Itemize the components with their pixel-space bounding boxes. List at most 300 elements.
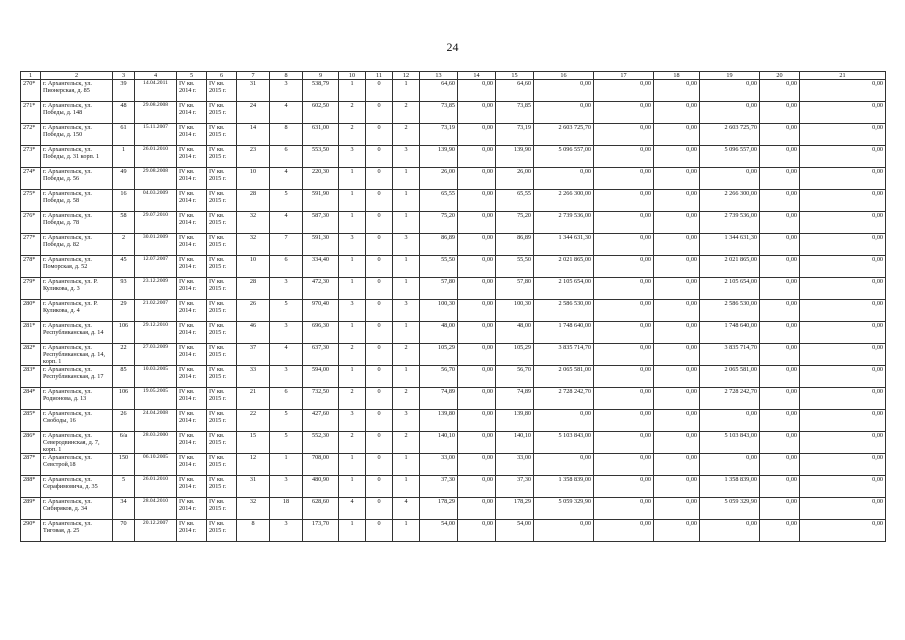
table-cell: 0,00	[654, 80, 700, 102]
table-cell: 0,00	[654, 234, 700, 256]
table-cell: 1	[393, 256, 420, 278]
table-cell: 93	[113, 278, 135, 300]
table-cell: 284*	[21, 388, 41, 410]
table-cell: 290*	[21, 520, 41, 542]
table-cell: 1	[393, 278, 420, 300]
table-cell: 39	[113, 80, 135, 102]
table-cell: 272*	[21, 124, 41, 146]
table-cell: 427,60	[303, 410, 339, 432]
table-cell: 4	[270, 212, 303, 234]
table-cell: 14.04.2011	[135, 80, 177, 102]
table-cell: 0,00	[594, 80, 654, 102]
table-cell: 26	[237, 300, 270, 322]
table-cell: г. Архангельск, ул. Республиканская, д. 17	[41, 366, 113, 388]
table-cell: 1	[393, 454, 420, 476]
table-cell: 86,89	[420, 234, 458, 256]
table-cell: 1	[393, 322, 420, 344]
table-cell: 631,00	[303, 124, 339, 146]
table-cell: 26	[113, 410, 135, 432]
table-cell: 0,00	[760, 212, 800, 234]
table-cell: 0	[366, 344, 393, 366]
table-cell: 0,00	[700, 80, 760, 102]
table-cell: 285*	[21, 410, 41, 432]
table-cell: 289*	[21, 498, 41, 520]
table-cell: 1	[339, 80, 366, 102]
table-cell: 0,00	[654, 410, 700, 432]
table-cell: г. Архангельск, ул. Победы, д. 31 корп. 1	[41, 146, 113, 168]
table-cell: IV кв. 2014 г.	[177, 410, 207, 432]
table-cell: 0,00	[760, 476, 800, 498]
table-cell: 29.08.2008	[135, 168, 177, 190]
table-cell: 0	[366, 366, 393, 388]
table-cell: 5	[113, 476, 135, 498]
table-cell: 2	[339, 102, 366, 124]
table-cell: г. Архангельск, ул. Победы, д. 56	[41, 168, 113, 190]
table-cell: 591,90	[303, 190, 339, 212]
table-cell: 26,00	[420, 168, 458, 190]
table-cell: 5 059 329,90	[534, 498, 594, 520]
table-cell: 0,00	[594, 388, 654, 410]
table-cell: 22	[237, 410, 270, 432]
table-cell: IV кв. 2015 г.	[207, 212, 237, 234]
table-cell: 1	[270, 454, 303, 476]
table-row	[21, 344, 886, 366]
table-cell: IV кв. 2015 г.	[207, 190, 237, 212]
table-cell: 0,00	[458, 190, 496, 212]
table-row	[21, 168, 886, 190]
table-cell: 0,00	[594, 344, 654, 366]
table-cell: IV кв. 2014 г.	[177, 190, 207, 212]
table-cell: 3	[339, 410, 366, 432]
table-cell: 279*	[21, 278, 41, 300]
table-cell: 282*	[21, 344, 41, 366]
table-cell: г. Архангельск, ул. Победы, д. 148	[41, 102, 113, 124]
table-cell: 75,20	[496, 212, 534, 234]
table-cell: 0,00	[760, 410, 800, 432]
table-cell: 0	[366, 80, 393, 102]
column-number: 12	[393, 72, 420, 80]
table-cell: 30.01.2009	[135, 234, 177, 256]
table-cell: 0,00	[654, 124, 700, 146]
column-number: 5	[177, 72, 207, 80]
table-cell: 2 586 530,00	[700, 300, 760, 322]
table-cell: 276*	[21, 212, 41, 234]
table-cell: 602,50	[303, 102, 339, 124]
table-cell: 54,00	[420, 520, 458, 542]
table-cell: 0,00	[654, 168, 700, 190]
table-cell: 0,00	[800, 80, 886, 102]
table-cell: IV кв. 2015 г.	[207, 476, 237, 498]
table-cell: 278*	[21, 256, 41, 278]
table-cell: 280*	[21, 300, 41, 322]
table-cell: 0,00	[800, 520, 886, 542]
table-cell: 73,19	[420, 124, 458, 146]
table-cell: 0,00	[458, 80, 496, 102]
table-cell: 61	[113, 124, 135, 146]
table-cell: 2 728 242,70	[700, 388, 760, 410]
table-cell: 64,60	[496, 80, 534, 102]
table-cell: 0,00	[458, 498, 496, 520]
table-cell: 0	[366, 300, 393, 322]
table-cell: 1	[339, 520, 366, 542]
table-cell: 2	[393, 388, 420, 410]
table-row	[21, 234, 886, 256]
table-cell: 472,30	[303, 278, 339, 300]
table-cell: 637,30	[303, 344, 339, 366]
table-cell: IV кв. 2015 г.	[207, 256, 237, 278]
table-cell: 1	[393, 80, 420, 102]
table-cell: 139,80	[420, 410, 458, 432]
table-cell: 0,00	[760, 388, 800, 410]
table-cell: IV кв. 2014 г.	[177, 102, 207, 124]
table-cell: 1	[339, 256, 366, 278]
table-cell: 2 586 530,00	[534, 300, 594, 322]
table-cell: 2	[393, 124, 420, 146]
table-cell: 2	[339, 124, 366, 146]
table-cell: 73,85	[420, 102, 458, 124]
table-cell: 48,00	[420, 322, 458, 344]
table-cell: 1	[339, 454, 366, 476]
table-cell: 3	[393, 300, 420, 322]
table-cell: 0,00	[458, 234, 496, 256]
table-cell: 06.10.2005	[135, 454, 177, 476]
table-cell: 0,00	[800, 168, 886, 190]
table-cell: 48,00	[496, 322, 534, 344]
table-cell: 6/a	[113, 432, 135, 454]
table-cell: 12	[237, 454, 270, 476]
table-cell: 1	[393, 476, 420, 498]
table-cell: 139,90	[496, 146, 534, 168]
table-cell: 139,90	[420, 146, 458, 168]
table-cell: 0	[366, 146, 393, 168]
table-cell: 334,40	[303, 256, 339, 278]
table-cell: 105,29	[496, 344, 534, 366]
table-cell: 21	[237, 388, 270, 410]
table-cell: г. Архангельск, ул. Победы, д. 58	[41, 190, 113, 212]
table-cell: 591,30	[303, 234, 339, 256]
table-cell: 0,00	[458, 520, 496, 542]
table-cell: 480,90	[303, 476, 339, 498]
table-cell: 275*	[21, 190, 41, 212]
table-cell: IV кв. 2015 г.	[207, 146, 237, 168]
table-cell: 55,50	[496, 256, 534, 278]
table-cell: IV кв. 2015 г.	[207, 300, 237, 322]
table-cell: г. Архангельск, ул. Севстрой,18	[41, 454, 113, 476]
table-cell: 0,00	[760, 366, 800, 388]
table-cell: 2 105 654,00	[534, 278, 594, 300]
table-cell: 3	[393, 146, 420, 168]
table-cell: 150	[113, 454, 135, 476]
table-cell: 2 739 536,00	[700, 212, 760, 234]
table-cell: IV кв. 2015 г.	[207, 366, 237, 388]
table-cell: 0,00	[654, 256, 700, 278]
table-cell: 15.11.2007	[135, 124, 177, 146]
table-cell: IV кв. 2014 г.	[177, 168, 207, 190]
table-cell: 65,55	[496, 190, 534, 212]
table-cell: 5 059 329,90	[700, 498, 760, 520]
table-cell: 1	[339, 322, 366, 344]
table-cell: 105,29	[420, 344, 458, 366]
table-cell: 271*	[21, 102, 41, 124]
table-cell: 5	[270, 300, 303, 322]
table-row	[21, 102, 886, 124]
table-cell: 0,00	[594, 520, 654, 542]
table-cell: 2 021 865,00	[534, 256, 594, 278]
table-cell: 0,00	[800, 432, 886, 454]
table-cell: 106	[113, 322, 135, 344]
table-cell: 1	[339, 212, 366, 234]
table-cell: 0,00	[654, 322, 700, 344]
table-cell: 0	[366, 498, 393, 520]
table-cell: 0,00	[594, 212, 654, 234]
column-number: 1	[21, 72, 41, 80]
table-cell: 0	[366, 278, 393, 300]
table-cell: 34	[113, 498, 135, 520]
table-cell: 85	[113, 366, 135, 388]
table-cell: 2	[393, 344, 420, 366]
column-number-row	[21, 72, 886, 80]
table-cell: 2 021 865,00	[700, 256, 760, 278]
table-cell: IV кв. 2014 г.	[177, 388, 207, 410]
table-cell: IV кв. 2014 г.	[177, 322, 207, 344]
table-cell: 2 603 725,70	[534, 124, 594, 146]
table-cell: 0,00	[760, 300, 800, 322]
table-cell: 106	[113, 388, 135, 410]
table-cell: IV кв. 2015 г.	[207, 498, 237, 520]
table-cell: 4	[393, 498, 420, 520]
table-cell: 0,00	[594, 146, 654, 168]
table-cell: 732,50	[303, 388, 339, 410]
table-cell: IV кв. 2014 г.	[177, 476, 207, 498]
table-cell: 57,80	[420, 278, 458, 300]
table-cell: г. Архангельск, ул. Серафимовича, д. 35	[41, 476, 113, 498]
column-number: 17	[594, 72, 654, 80]
column-number: 20	[760, 72, 800, 80]
table-cell: 28.04.2010	[135, 498, 177, 520]
table-cell: 0,00	[458, 454, 496, 476]
table-cell: 12.07.2007	[135, 256, 177, 278]
table-cell: 5 096 557,00	[534, 146, 594, 168]
table-cell: г. Архангельск, ул. Тиговая, д. 25	[41, 520, 113, 542]
table-cell: IV кв. 2014 г.	[177, 344, 207, 366]
table-cell: 0	[366, 256, 393, 278]
table-cell: IV кв. 2015 г.	[207, 234, 237, 256]
table-cell: 0,00	[760, 146, 800, 168]
table-row	[21, 146, 886, 168]
table-cell: 10.03.2005	[135, 366, 177, 388]
table-cell: 27.03.2009	[135, 344, 177, 366]
table-cell: г. Архангельск, ул. Р. Куликова, д. 3	[41, 278, 113, 300]
table-cell: 2	[339, 432, 366, 454]
table-cell: 32	[237, 234, 270, 256]
table-cell: 0,00	[458, 168, 496, 190]
table-cell: 0,00	[654, 454, 700, 476]
table-cell: 0,00	[800, 124, 886, 146]
table-cell: 0	[366, 102, 393, 124]
table-cell: 24.04.2008	[135, 410, 177, 432]
table-cell: 553,50	[303, 146, 339, 168]
table-cell: 0,00	[800, 234, 886, 256]
table-cell: IV кв. 2014 г.	[177, 520, 207, 542]
table-cell: 970,40	[303, 300, 339, 322]
table-cell: 74,89	[496, 388, 534, 410]
table-cell: 0,00	[458, 212, 496, 234]
table-cell: 0	[366, 234, 393, 256]
column-number: 7	[237, 72, 270, 80]
table-cell: 0	[366, 322, 393, 344]
table-cell: IV кв. 2015 г.	[207, 322, 237, 344]
table-row	[21, 388, 886, 410]
table-cell: 32	[237, 498, 270, 520]
table-row	[21, 432, 886, 454]
table-cell: 1	[393, 168, 420, 190]
table-cell: 29	[113, 300, 135, 322]
table-cell: 2	[113, 234, 135, 256]
table-cell: 0,00	[458, 256, 496, 278]
table-cell: 45	[113, 256, 135, 278]
table-cell: 6	[270, 256, 303, 278]
table-cell: 37,30	[420, 476, 458, 498]
table-cell: IV кв. 2014 г.	[177, 146, 207, 168]
table-cell: 5 096 557,00	[700, 146, 760, 168]
table-cell: 100,30	[496, 300, 534, 322]
table-cell: 37	[237, 344, 270, 366]
table-cell: 628,60	[303, 498, 339, 520]
table-cell: 0,00	[458, 366, 496, 388]
table-cell: 0,00	[458, 476, 496, 498]
table-cell: 10	[237, 256, 270, 278]
table-cell: IV кв. 2014 г.	[177, 300, 207, 322]
table-cell: 29.08.2008	[135, 102, 177, 124]
table-cell: 0	[366, 168, 393, 190]
table-cell: 58	[113, 212, 135, 234]
table-cell: 74,89	[420, 388, 458, 410]
table-cell: IV кв. 2015 г.	[207, 278, 237, 300]
table-cell: 140,10	[420, 432, 458, 454]
table-row	[21, 278, 886, 300]
table-cell: 0,00	[800, 146, 886, 168]
column-number: 8	[270, 72, 303, 80]
table-cell: 2 266 300,00	[534, 190, 594, 212]
table-cell: 2 739 536,00	[534, 212, 594, 234]
table-cell: 31	[237, 80, 270, 102]
table-cell: г. Архангельск, ул. Республиканская, д. 14, корп. 1	[41, 344, 113, 366]
table-cell: 0,00	[458, 344, 496, 366]
table-cell: 5	[270, 410, 303, 432]
table-cell: IV кв. 2014 г.	[177, 124, 207, 146]
table-cell: 0,00	[458, 388, 496, 410]
table-cell: 29.07.2010	[135, 212, 177, 234]
table-cell: 0,00	[760, 278, 800, 300]
column-number: 2	[41, 72, 113, 80]
table-row	[21, 410, 886, 432]
table-cell: 0,00	[700, 520, 760, 542]
table-cell: 1	[339, 366, 366, 388]
table-cell: 270*	[21, 80, 41, 102]
table-cell: 0,00	[760, 190, 800, 212]
table-cell: 0,00	[800, 344, 886, 366]
table-cell: 1 748 640,00	[534, 322, 594, 344]
table-cell: 0,00	[594, 278, 654, 300]
table-cell: 277*	[21, 234, 41, 256]
table-row	[21, 520, 886, 542]
table-cell: 1 344 631,30	[534, 234, 594, 256]
table-cell: 23.12.2009	[135, 278, 177, 300]
table-cell: 48	[113, 102, 135, 124]
table-cell: 0,00	[654, 344, 700, 366]
table-cell: 3	[270, 476, 303, 498]
table-cell: 0,00	[700, 410, 760, 432]
table-cell: 1	[113, 146, 135, 168]
table-cell: IV кв. 2015 г.	[207, 344, 237, 366]
table-cell: 55,50	[420, 256, 458, 278]
table-cell: 0,00	[800, 388, 886, 410]
table-cell: 281*	[21, 322, 41, 344]
column-number: 21	[800, 72, 886, 80]
table-cell: 5	[270, 190, 303, 212]
table-cell: 0,00	[458, 124, 496, 146]
table-cell: IV кв. 2015 г.	[207, 124, 237, 146]
table-cell: 73,19	[496, 124, 534, 146]
table-cell: 173,70	[303, 520, 339, 542]
table-cell: IV кв. 2014 г.	[177, 366, 207, 388]
table-cell: IV кв. 2014 г.	[177, 454, 207, 476]
table-cell: 0,00	[760, 124, 800, 146]
table-cell: 3	[339, 300, 366, 322]
table-cell: 2 065 581,00	[534, 366, 594, 388]
table-cell: 23	[237, 146, 270, 168]
table-cell: 64,60	[420, 80, 458, 102]
table-cell: 0,00	[458, 410, 496, 432]
table-cell: 33,00	[496, 454, 534, 476]
table-cell: 178,29	[496, 498, 534, 520]
table-cell: 0,00	[594, 454, 654, 476]
table-cell: 0,00	[594, 476, 654, 498]
table-cell: 0,00	[458, 102, 496, 124]
table-cell: 20.12.2007	[135, 520, 177, 542]
table-cell: 3	[393, 410, 420, 432]
table-cell: 3	[270, 520, 303, 542]
table-cell: 140,10	[496, 432, 534, 454]
table-cell: IV кв. 2014 г.	[177, 212, 207, 234]
table-cell: г. Архангельск, ул. Победы, д. 78	[41, 212, 113, 234]
table-cell: 1	[339, 476, 366, 498]
table-cell: 24	[237, 102, 270, 124]
table-cell: 0,00	[534, 80, 594, 102]
table-cell: 0	[366, 454, 393, 476]
table-cell: 46	[237, 322, 270, 344]
table-cell: 0,00	[760, 168, 800, 190]
table-cell: г. Архангельск, ул. Северодвинская, д. 7, корп. 1	[41, 432, 113, 454]
table-cell: 3	[270, 366, 303, 388]
table-cell: 10	[237, 168, 270, 190]
table-cell: 283*	[21, 366, 41, 388]
table-cell: 0,00	[458, 322, 496, 344]
table-cell: 0,00	[800, 476, 886, 498]
table-cell: 0,00	[654, 102, 700, 124]
table-cell: 2 065 581,00	[700, 366, 760, 388]
table-cell: IV кв. 2014 г.	[177, 498, 207, 520]
table-cell: IV кв. 2014 г.	[177, 432, 207, 454]
table-cell: 0,00	[700, 454, 760, 476]
table-cell: 0,00	[760, 256, 800, 278]
table-cell: 0,00	[654, 190, 700, 212]
column-number: 16	[534, 72, 594, 80]
table-cell: 0	[366, 124, 393, 146]
table-cell: 28	[237, 278, 270, 300]
column-number: 10	[339, 72, 366, 80]
table-cell: 538,79	[303, 80, 339, 102]
